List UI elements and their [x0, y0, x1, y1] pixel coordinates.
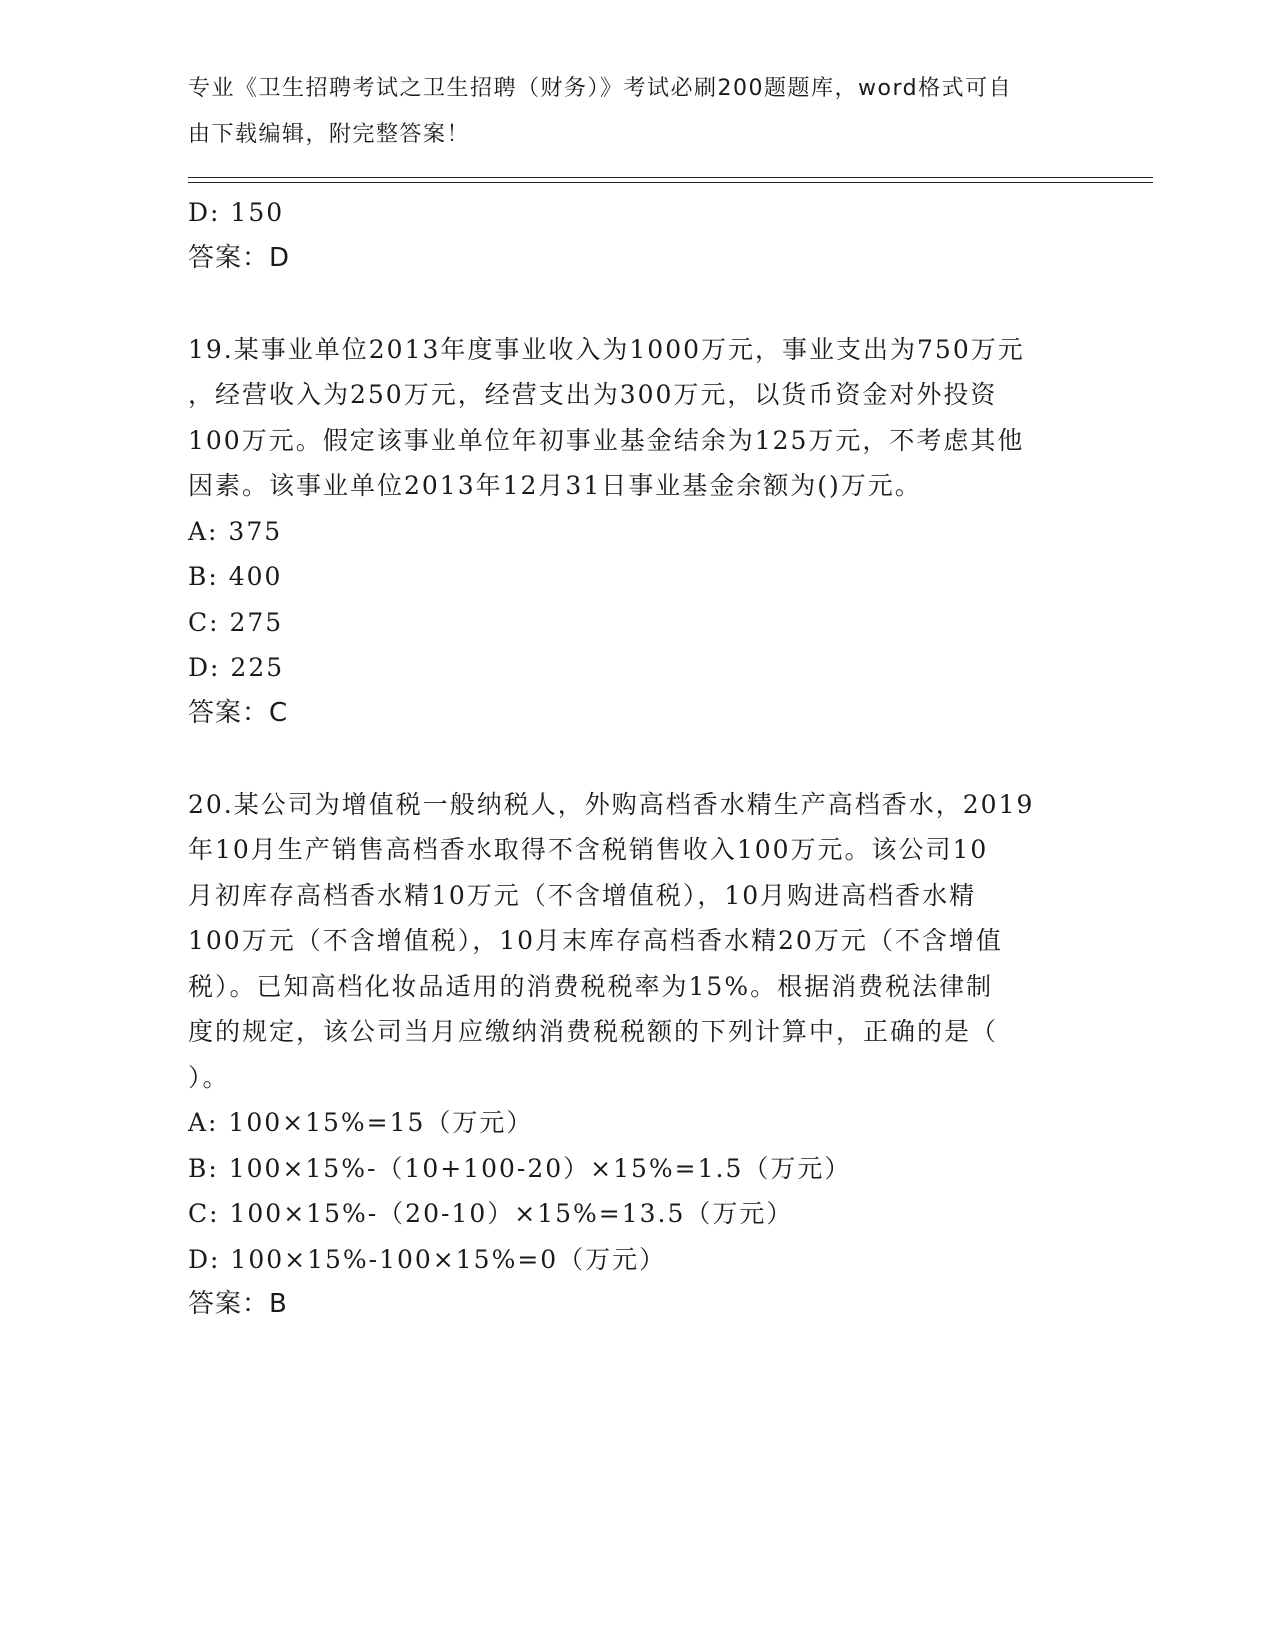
- header-line-1: 专业《卫生招聘考试之卫生招聘（财务）》考试必刷200题题库，word格式可自: [188, 76, 1013, 101]
- document-body: [188, 190, 1088, 1328]
- q19-answer: 答案：C: [188, 697, 289, 728]
- q20-stem-line-3: 月初库存高档香水精10万元（不含增值税），10月购进高档香水精: [188, 880, 977, 910]
- spacer: [188, 736, 1088, 782]
- q20-stem-line-4: 100万元（不含增值税），10月末库存高档香水精20万元（不含增值: [188, 926, 1003, 955]
- q19-option-a: A: 375: [188, 516, 283, 546]
- header-rule-bottom: [188, 182, 1153, 183]
- q20-stem-line-7: ）。: [188, 1062, 230, 1092]
- prev-option-d: D: 150: [188, 198, 285, 227]
- q19-option-d: D: 225: [188, 653, 285, 682]
- header-rule-top: [188, 177, 1153, 178]
- q19-option-b: B: 400: [188, 562, 283, 591]
- header-line-2: 由下载编辑，附完整答案！: [188, 121, 471, 147]
- q20-option-d: D: 100×15%-100×15%=0（万元）: [188, 1244, 667, 1274]
- question-19: [188, 327, 1088, 737]
- prev-answer: 答案：D: [188, 242, 291, 273]
- page-header: [188, 74, 1088, 165]
- q20-stem-line-5: 税）。已知高档化妆品适用的消费税税率为15%。根据消费税法律制: [188, 971, 994, 1001]
- q20-answer: 答案：B: [188, 1289, 288, 1319]
- q20-option-c: C: 100×15%-（20-10）×15%=13.5（万元）: [188, 1199, 794, 1228]
- q19-stem-line-3: 100万元。假定该事业单位年初事业基金结余为125万元，不考虑其他: [188, 425, 1025, 455]
- q19-stem-line-4: 因素。该事业单位2013年12月31日事业基金余额为()万元。: [188, 471, 922, 500]
- q19-option-c: C: 275: [188, 607, 284, 637]
- q19-stem-line-1: 19.某事业单位2013年度事业收入为1000万元，事业支出为750万元: [188, 334, 1025, 364]
- q19-stem-line-2: ，经营收入为250万元，经营支出为300万元，以货币资金对外投资: [188, 380, 998, 409]
- q20-stem-line-1: 20.某公司为增值税一般纳税人，外购高档香水精生产高档香水，2019: [188, 789, 1035, 819]
- q20-stem-line-6: 度的规定，该公司当月应缴纳消费税税额的下列计算中，正确的是（: [188, 1017, 999, 1046]
- spacer: [188, 281, 1088, 327]
- question-20: [188, 782, 1088, 1328]
- q20-option-a: A: 100×15%=15（万元）: [188, 1108, 534, 1137]
- q20-stem-line-2: 年10月生产销售高档香水取得不含税销售收入100万元。该公司10: [188, 835, 989, 864]
- q20-option-b: B: 100×15%-（10+100-20）×15%=1.5（万元）: [188, 1153, 852, 1183]
